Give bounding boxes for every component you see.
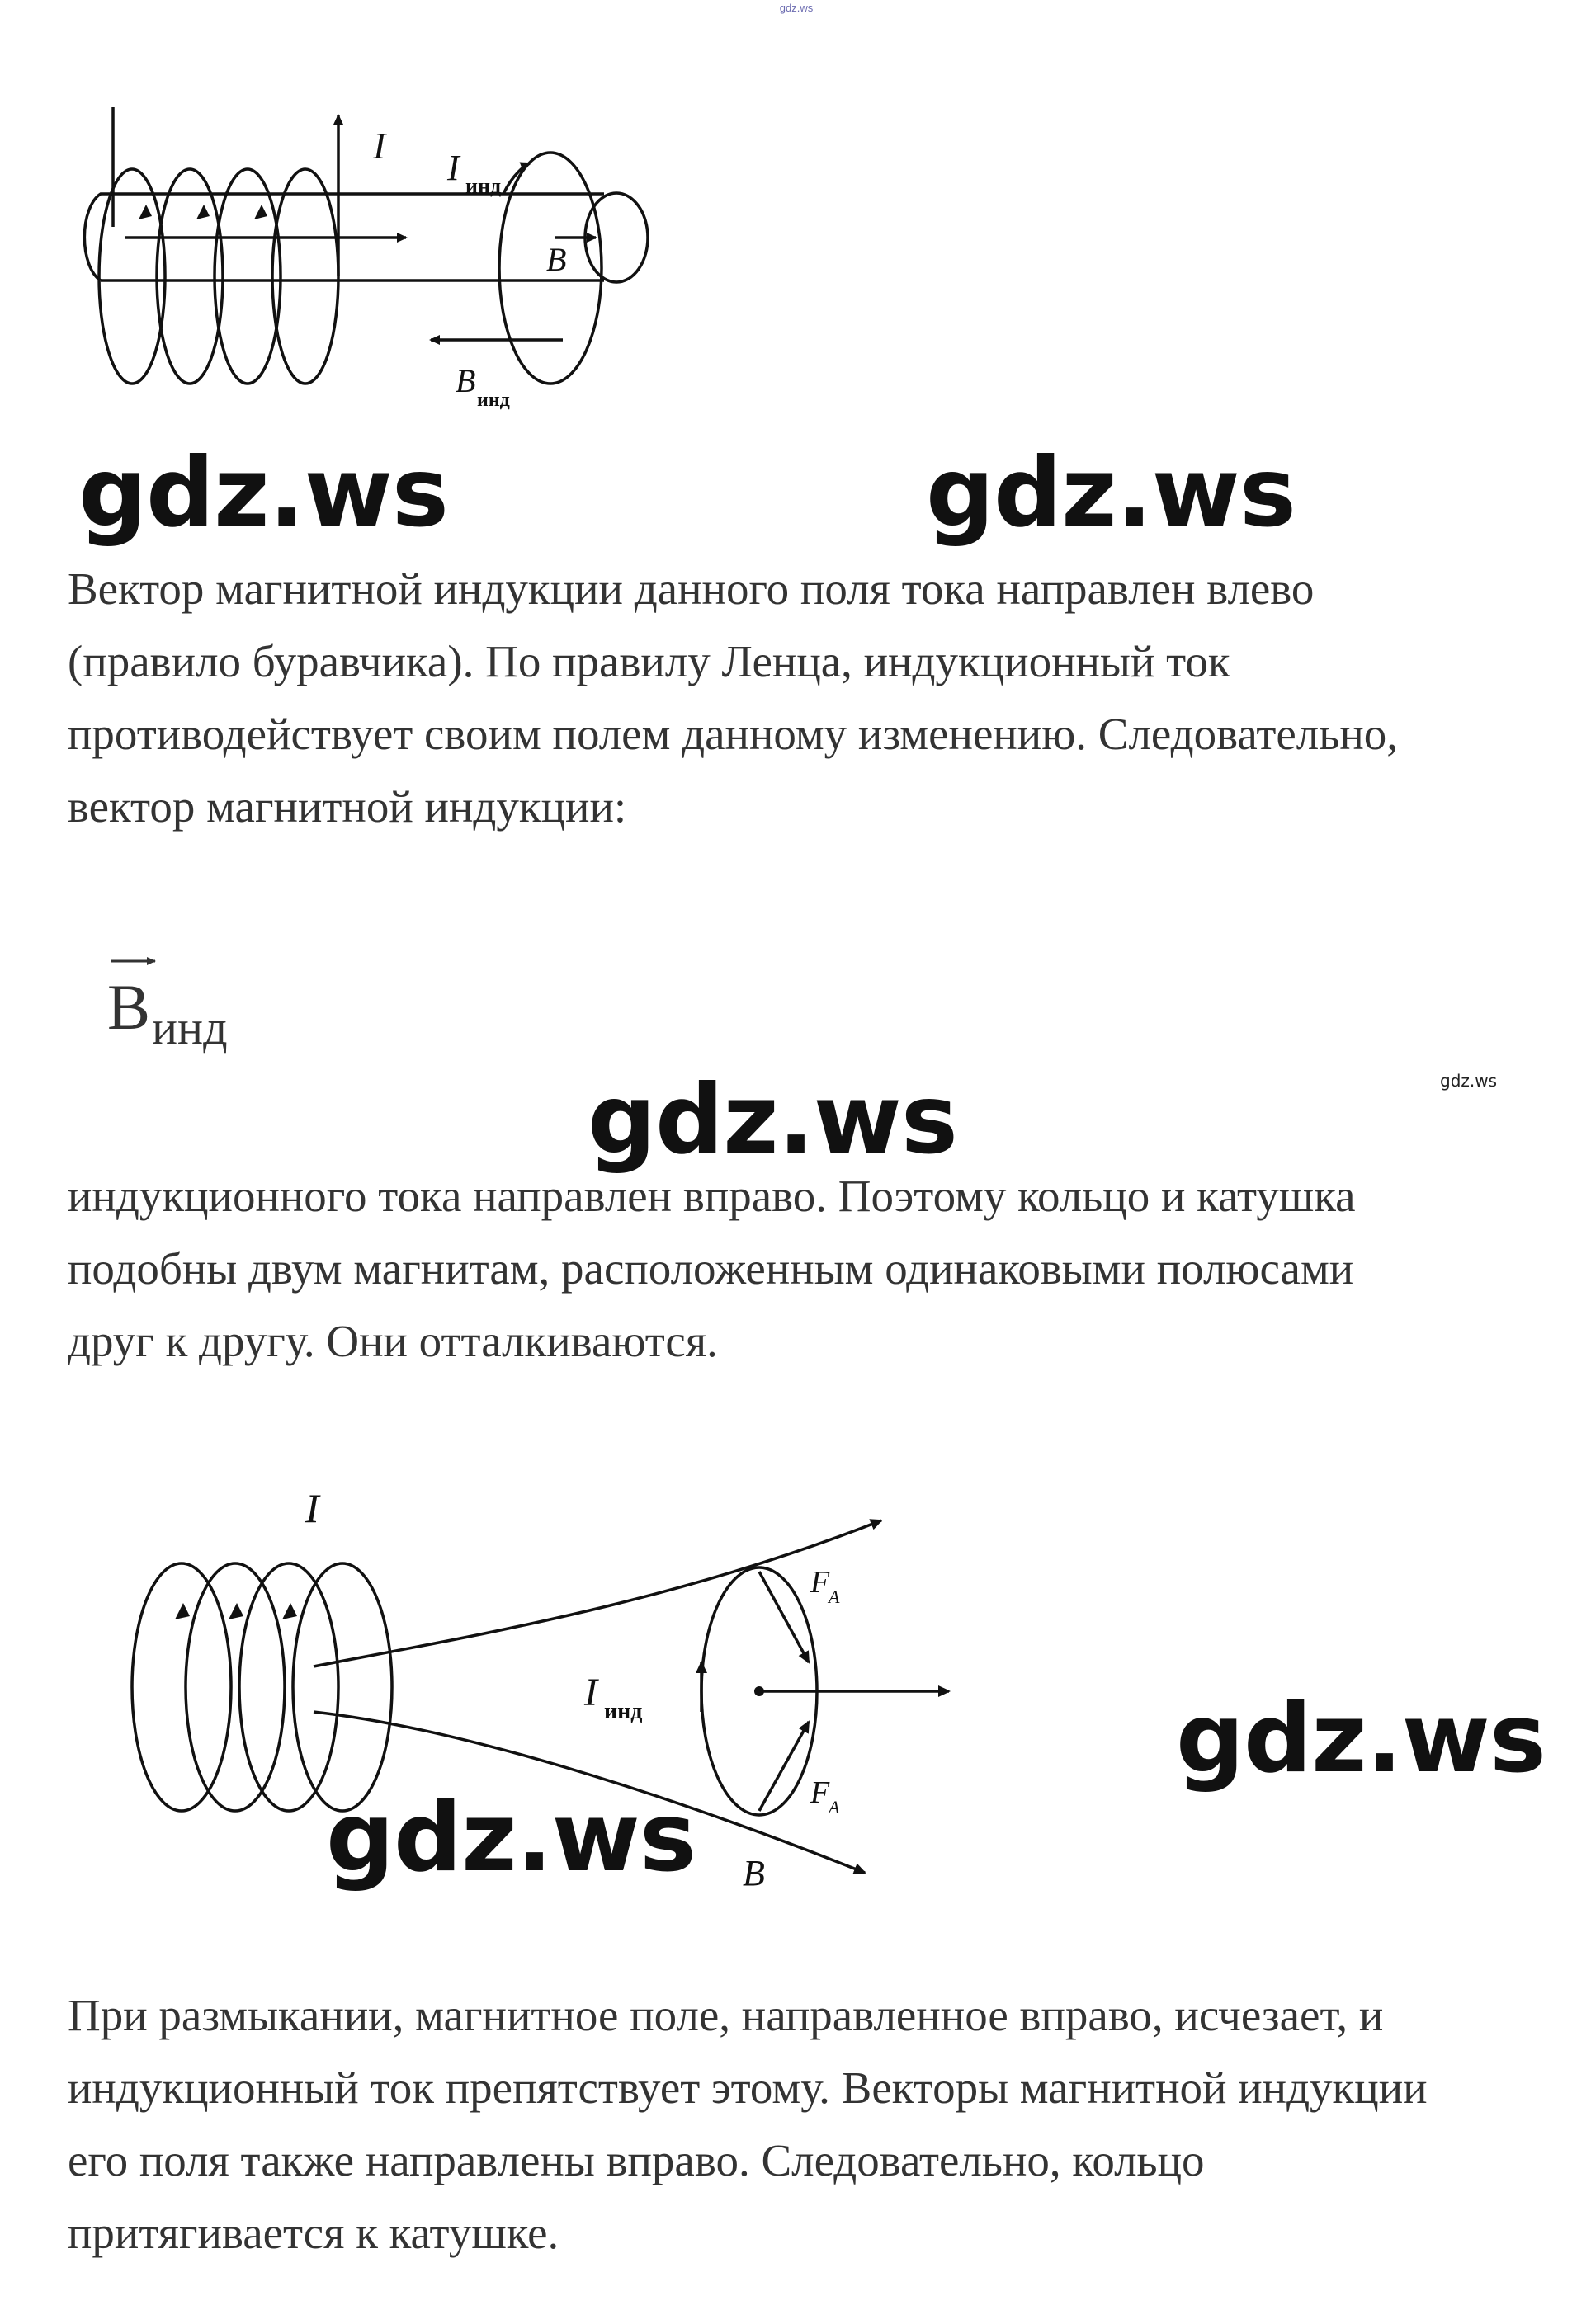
paragraph-1-line: (правило буравчика). По правилу Ленца, индукционный ток (68, 636, 1230, 686)
watermark-4: gdz.ws (1176, 1683, 1546, 1794)
paragraph-3 (68, 1979, 1553, 2270)
fig2-induced-current-label: I (584, 1671, 597, 1714)
fig1-induced-field-subscript: инд (477, 389, 510, 411)
paragraph-1-line: Вектор магнитной индукции данного поля тока направлен влево (68, 563, 1315, 614)
watermark-small: gdz.ws (1440, 1071, 1498, 1091)
fig2-force-label-bottom: F (810, 1775, 830, 1810)
header-watermark: gdz.ws (779, 2, 814, 14)
paragraph-2-line: подобны двум магнитам, расположенным одинаковыми полюсами (68, 1243, 1354, 1294)
fig1-current-label: I (373, 125, 386, 167)
paragraph-3-line: его поля также направлены вправо. Следовательно, кольцо (68, 2135, 1205, 2185)
fig1-induced-current-label: I (447, 148, 460, 188)
paragraph-1 (68, 553, 1553, 843)
fig2-force-subscript-bottom: A (829, 1797, 840, 1817)
fig1-induced-field-label: B (456, 362, 476, 399)
paragraph-2 (68, 1160, 1553, 1378)
fig1-induced-current-subscript: инд (465, 174, 502, 198)
paragraph-2-line: индукционного тока направлен вправо. Поэтому кольцо и катушка (68, 1171, 1356, 1221)
fig2-force-subscript-top: A (829, 1586, 840, 1607)
fig2-field-label: B (743, 1853, 765, 1893)
fig2-current-label: I (305, 1485, 319, 1531)
formula-subscript: инд (152, 1001, 228, 1054)
figure-solenoid-ring-1 (68, 82, 662, 437)
watermark-2: gdz.ws (926, 437, 1296, 549)
watermark-1: gdz.ws (78, 437, 448, 549)
paragraph-1-line: вектор магнитной индукции: (68, 781, 627, 832)
paragraph-3-line: При размыкании, магнитное поле, направленное вправо, исчезает, и (68, 1990, 1384, 2040)
formula-b-induced (99, 945, 281, 1068)
fig2-force-label-top: F (810, 1565, 830, 1600)
paragraph-1-line: противодействует своим полем данному изменению. Следовательно, (68, 709, 1398, 759)
fig2-induced-current-subscript: инд (604, 1699, 643, 1724)
paragraph-3-line: индукционный ток препятствует этому. Векторы магнитной индукции (68, 2062, 1428, 2113)
paragraph-2-line: друг к другу. Они отталкиваются. (68, 1316, 718, 1366)
formula-symbol: B (107, 971, 151, 1043)
paragraph-3-line: притягивается к катушке. (68, 2208, 559, 2258)
fig1-field-label: B (546, 241, 567, 278)
watermark-3: gdz.ws (588, 1064, 957, 1176)
watermark-5: gdz.ws (326, 1782, 696, 1893)
